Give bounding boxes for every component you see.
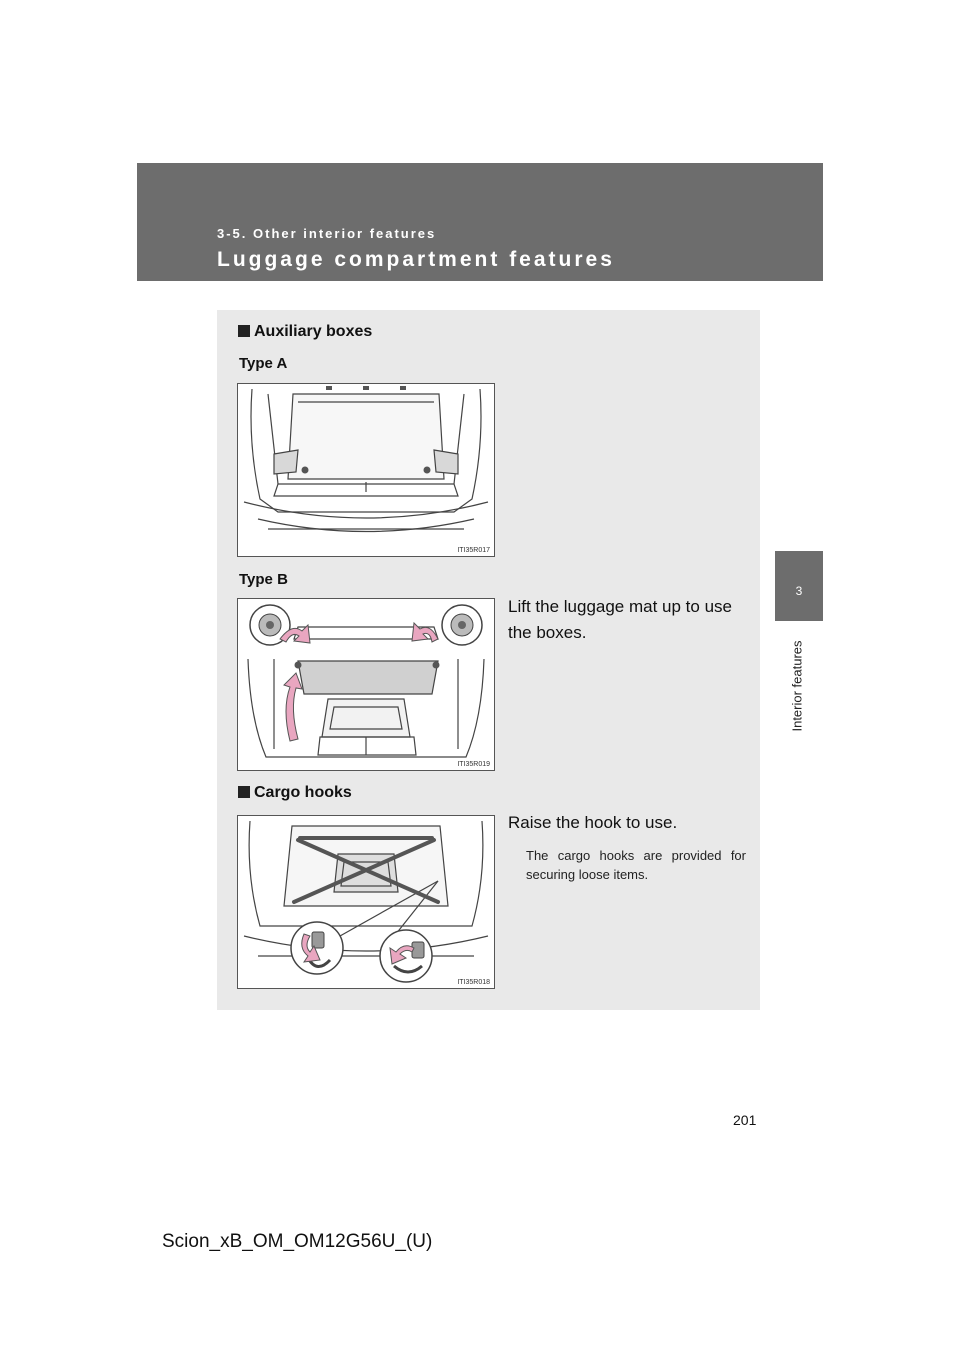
type-b-instruction-line-2: the boxes. — [508, 623, 587, 642]
figure-code: ITI35R018 — [457, 979, 490, 986]
cargo-hooks-illustration — [237, 815, 495, 989]
chapter-tab — [775, 551, 823, 621]
chapter-number: 3 — [795, 584, 803, 598]
section-label: 3-5. Other interior features — [217, 226, 437, 241]
figure-code: ITI35R017 — [457, 547, 490, 554]
page-number: 201 — [733, 1112, 757, 1128]
type-b-instruction — [508, 594, 732, 646]
square-bullet-icon — [238, 786, 250, 798]
type-b-label: Type B — [239, 571, 288, 588]
square-bullet-icon — [238, 325, 250, 337]
page-title: Luggage compartment features — [217, 248, 615, 271]
cargo-hooks-heading-text: Cargo hooks — [254, 784, 352, 801]
aux-boxes-heading — [238, 323, 372, 341]
cargo-hooks-heading — [238, 784, 352, 802]
aux-boxes-heading-text: Auxiliary boxes — [254, 323, 373, 340]
type-a-label: Type A — [239, 355, 288, 372]
figure-code: ITI35R019 — [457, 761, 490, 768]
cargo-hooks-drawing — [238, 816, 494, 988]
document-footer: Scion_xB_OM_OM12G56U_(U) — [162, 1231, 433, 1252]
type-b-illustration — [237, 598, 495, 771]
content-panel — [217, 310, 760, 1010]
type-b-instruction-line-1: Lift the luggage mat up to use — [508, 597, 732, 616]
chapter-title: Interior features — [789, 640, 805, 732]
trunk-type-a-drawing — [238, 384, 494, 556]
page-header — [137, 163, 823, 281]
cargo-hooks-instruction: Raise the hook to use. — [508, 813, 678, 832]
trunk-type-b-drawing — [238, 599, 494, 770]
type-a-illustration — [237, 383, 495, 557]
cargo-hooks-note: The cargo hooks are provided for securing loose items. — [526, 848, 746, 882]
